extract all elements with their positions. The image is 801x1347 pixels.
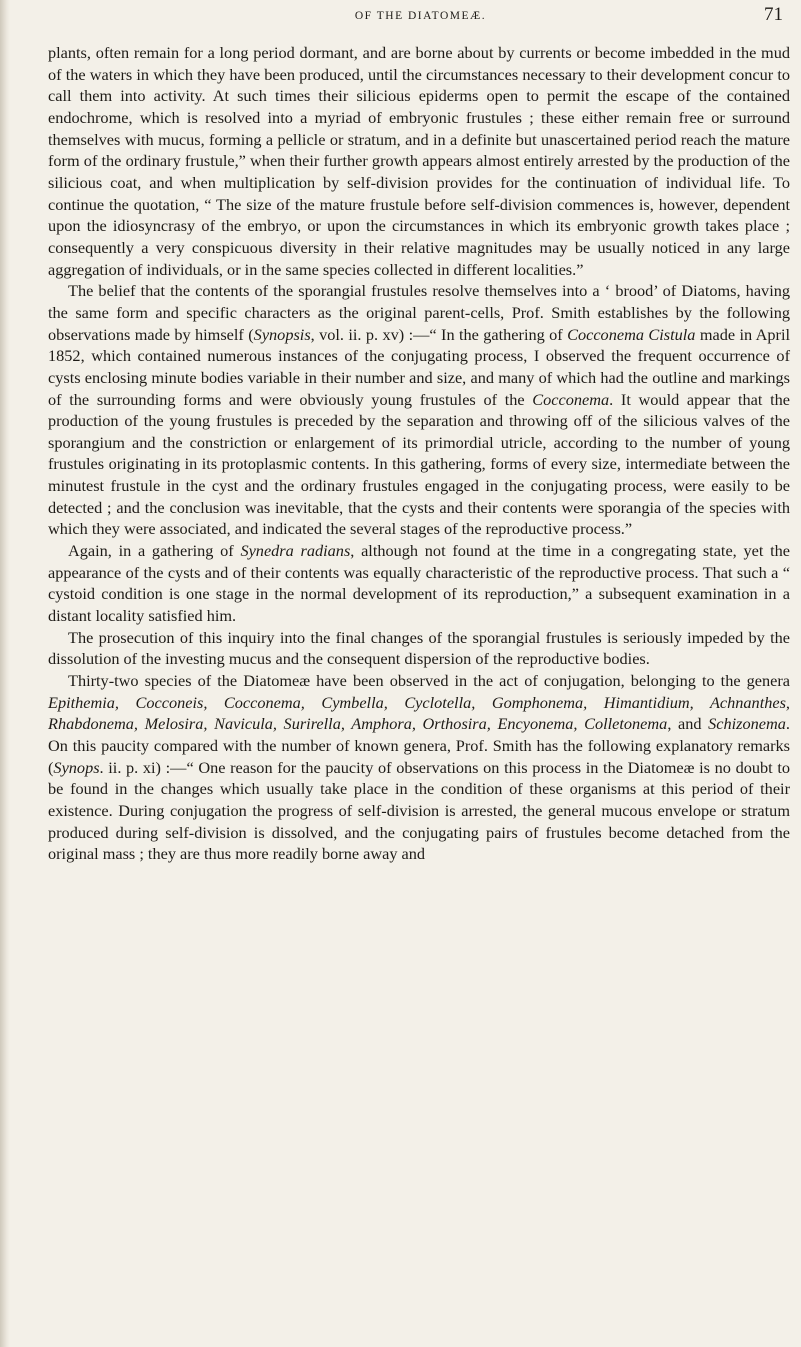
italic-text: Cocconema Cistula — [567, 324, 696, 344]
paragraph — [48, 280, 795, 540]
italic-text: Epithemia, Cocconeis, Cocconema, Cymbella, Cyclotella, Gomphonema, Himantidium, Achnanthes, Rhabdonema, Melosira, Navicula, Surirella, Amphora, Orthosira, Encyonema, Colletonema — [48, 692, 795, 734]
text-run: plants, often remain for a long period dormant, and are borne about by currents or become imbedded in the mud of the waters in which they have been produced, until the circumstances necessary to their development concur to call them into activity. At such times their silicious epiderms open to permit the escape of the contained endochrome, which is resolved into a myriad of embryonic frustules ; these either remain free or surround themselves with mucus, forming a pellicle or stratum, and in a definite but unascertained period reach the mature form of the ordinary frustule,” when their further growth appears almost entirely arrested by the production of the silicious coat, and when multiplication by self-division provides for the continuation of individual life. To continue the quotation, “ The size of the mature frustule before self-division commences is, however, dependent upon the idiosyncrasy of the embryo, or upon the circumstances in which its embryonic growth takes place ; consequently a very conspicuous diversity in their relative magnitudes may be usually noticed in any large aggregation of individuals, or in the same species collected in different localities.” — [48, 43, 795, 279]
italic-text: Schizonema — [708, 714, 786, 734]
text-run: made in April 1852, which contained numerous instances of the conjugating process, I observed the frequent occurrence of cysts enclosing minute bodies variable in their number and size, and many of which had the outline and markings of the surrounding forms and were obviously young frustules of the — [48, 324, 795, 409]
paragraph — [48, 42, 795, 280]
text-run: , and — [667, 714, 709, 734]
paragraph — [48, 540, 795, 627]
text-run: . On this paucity compared with the number of known genera, Prof. Smith has the following explanatory remarks ( — [48, 714, 795, 777]
italic-text: Synopsis — [253, 324, 311, 344]
running-head: OF THE DIATOMEÆ. — [354, 10, 487, 22]
text-run: , although not found at the time in a congregating state, yet the appearance of the cysts and of their contents was equally characteristic of the reproductive process. That such a “ cystoid condition is one stage in the normal development of its reproduction,” a subsequent examination in a distant locality satisfied him. — [48, 541, 795, 626]
body-text — [48, 42, 795, 1342]
paragraph — [48, 670, 795, 865]
text-run: The belief that the contents of the sporangial frustules resolve themselves into a ‘ brood’ of Diatoms, having the same form and specific characters as the original parent-cells, Prof. Smith establishes by the following observations made by himself ( — [48, 281, 795, 344]
page-header — [58, 0, 783, 40]
text-run: Again, in a gathering of — [68, 541, 241, 561]
text-run: . It would appear that the production of the young frustules is preceded by the separation and throwing off of the silicious valves of the sporangium and the constriction or enlargement of its primordial utricle, according to the number of young frustules originating in its protoplasmic contents. In this gathering, forms of every size, intermediate between the minutest frustule in the cyst and the ordinary frustules engaged in the conjugating process, were easily to be detected ; and the conclusion was inevitable, that the cysts and their contents were sporangia of the species with which they were associated, and indicated the several stages of the reproductive process.” — [48, 389, 795, 539]
page-number: 71 — [764, 4, 783, 25]
text-run: Thirty-two species of the Diatomeæ have been observed in the act of conjugation, belonging to the genera — [68, 671, 795, 691]
italic-text: Synops — [53, 757, 100, 777]
italic-text: Synedra radians — [240, 541, 351, 561]
italic-text: Cocconema — [532, 389, 610, 409]
text-run: , vol. ii. p. xv) :—“ In the gathering of — [310, 324, 568, 344]
paragraph — [48, 627, 795, 670]
page-gutter-shadow — [0, 0, 10, 1347]
text-run: . ii. p. xi) :—“ One reason for the paucity of observations on this process in the Diatomeæ is no doubt to be found in the changes which usually take place in the condition of these organisms at this period of their existence. During conjugation the progress of self-division is arrested, the general mucous envelope or stratum produced during self-division is dissolved, and the conjugating pairs of frustules become detached from the original mass ; they are thus more readily borne away and — [48, 757, 795, 864]
text-run: The prosecution of this inquiry into the final changes of the sporangial frustules is seriously impeded by the dissolution of the investing mucus and the consequent dispersion of the reproductive bodies. — [48, 627, 795, 669]
